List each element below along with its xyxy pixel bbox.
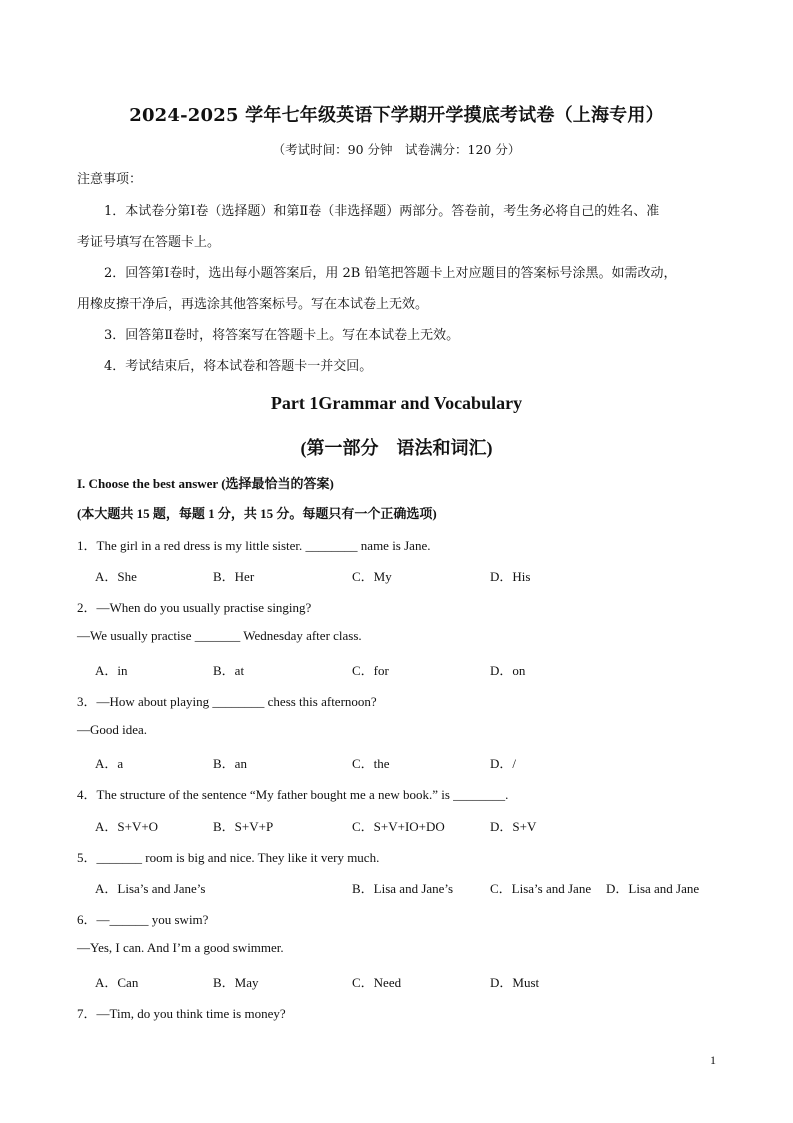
question-4-option-c: C．S+V+IO+DO	[352, 819, 445, 834]
question-5-option-b: B．Lisa and Jane’s	[352, 881, 454, 896]
question-3-stem-line-2: —Good idea.	[77, 722, 148, 737]
question-2-option-b: B．at	[213, 663, 245, 678]
notes-heading: 注意事项：	[77, 172, 143, 187]
question-4-stem: 4．The structure of the sentence “My father bought me a new book.” is ________.	[77, 787, 509, 802]
question-5-option-c: C．Lisa’s and Jane	[490, 881, 592, 896]
note-item-2-line-2: 用橡皮擦干净后，再选涂其他答案标号。写在本试卷上无效。	[77, 297, 429, 312]
question-4-option-a: A．S+V+O	[95, 819, 159, 834]
exam-subtitle: （考试时间：90 分钟 试卷满分：120 分）	[272, 142, 521, 157]
question-3-option-d: D．/	[490, 756, 517, 771]
question-2-stem-line-2: —We usually practise _______ Wednesday after class.	[77, 628, 362, 643]
question-4-option-d: D．S+V	[490, 819, 537, 834]
question-6-option-a: A．Can	[95, 975, 139, 990]
note-item-2-line-1: 2．回答第Ⅰ卷时，选出每小题答案后，用 2B 铅笔把答题卡上对应题目的答案标号涂黑。如需改动，	[104, 266, 677, 281]
question-6-option-c: C．Need	[352, 975, 402, 990]
question-7-stem: 7．—Tim, do you think time is money?	[77, 1006, 286, 1021]
question-2-option-a: A．in	[95, 663, 128, 678]
part-title: Part 1Grammar and Vocabulary	[270, 393, 523, 413]
question-3-option-a: A．a	[95, 756, 124, 771]
question-5-stem: 5．_______ room is big and nice. They like it very much.	[77, 850, 380, 865]
question-6-stem-line-2: —Yes, I can. And I’m a good swimmer.	[77, 940, 284, 955]
question-6-option-d: D．Must	[490, 975, 540, 990]
page-number: 1	[710, 1053, 716, 1067]
note-item-1-line-2: 考证号填写在答题卡上。	[77, 235, 221, 250]
part-subtitle: (第一部分 语法和词汇)	[300, 438, 493, 458]
question-3-option-b: B．an	[213, 756, 247, 771]
question-5-option-d: D．Lisa and Jane	[606, 881, 700, 896]
note-item-1-line-1: 1．本试卷分第Ⅰ卷（选择题）和第Ⅱ卷（非选择题）两部分。答卷前，考生务必将自己的姓名、准	[104, 204, 660, 219]
question-2-stem: 2．—When do you usually practise singing?	[77, 600, 312, 615]
note-item-4: 4．考试结束后，将本试卷和答题卡一并交回。	[104, 359, 373, 374]
section-heading: I. Choose the best answer (选择最恰当的答案)	[77, 476, 334, 491]
question-2-option-d: D．on	[490, 663, 526, 678]
question-6-option-b: B．May	[213, 975, 259, 990]
question-4-option-b: B．S+V+P	[213, 819, 274, 834]
question-1-stem: 1．The girl in a red dress is my little sister. ________ name is Jane.	[77, 538, 431, 553]
note-item-3: 3．回答第Ⅱ卷时，将答案写在答题卡上。写在本试卷上无效。	[104, 328, 460, 343]
question-1-option-a: A．She	[95, 569, 137, 584]
question-1-option-c: C．My	[352, 569, 392, 584]
question-1-option-d: D．His	[490, 569, 531, 584]
question-3-stem: 3．—How about playing ________ chess this afternoon?	[77, 694, 377, 709]
question-3-option-c: C．the	[352, 756, 390, 771]
exam-title: 2024-2025 学年七年级英语下学期开学摸底考试卷（上海专用）	[129, 105, 664, 126]
section-instructions: (本大题共 15 题，每题 1 分，共 15 分。每题只有一个正确选项)	[77, 506, 437, 521]
question-6-stem: 6．—______ you swim?	[77, 912, 209, 927]
question-2-option-c: C．for	[352, 663, 389, 678]
question-5-option-a: A．Lisa’s and Jane’s	[95, 881, 206, 896]
question-1-option-b: B．Her	[213, 569, 255, 584]
